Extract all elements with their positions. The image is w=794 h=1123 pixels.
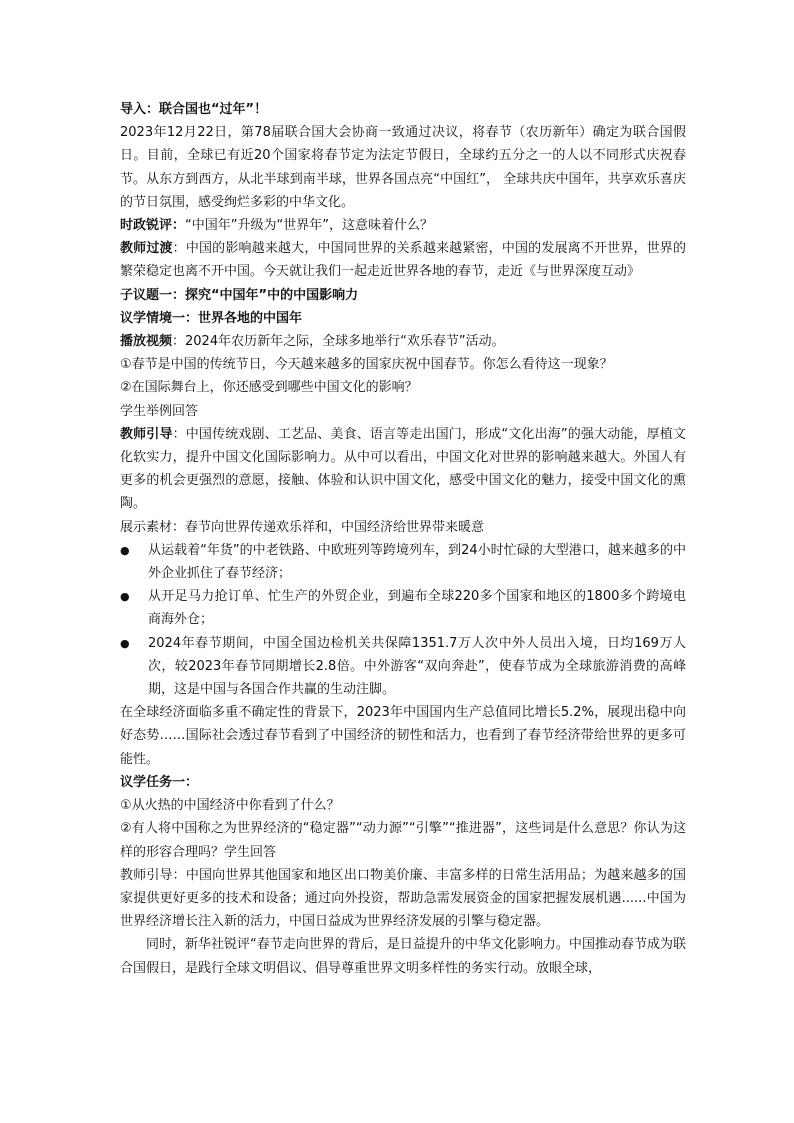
bullet-item (120, 539, 686, 585)
task-question-2: ②有人将中国称之为世界经济的“稳定器”“动力源”“引擎”“推进器”，这些词是什么意思？你认为这样的形容合理吗？学生回答 (120, 821, 686, 860)
student-answer: 学生举例回答 (120, 403, 199, 419)
question-2: ②在国际舞台上，你还感受到哪些中国文化的影响？ (120, 380, 418, 396)
teacher-guide (120, 423, 686, 516)
intro-title: 导入：联合国也“过年”！ (120, 102, 268, 117)
question-1: ①春节是中国的传统节日，今天越来越多的国家庆祝中国春节。你怎么看待这一现象？ (120, 357, 613, 373)
video-label: 播放视频 (120, 334, 173, 350)
economy-paragraph: 在全球经济面临多重不确定性的背景下，2023年中国国内生产总值同比增长5.2%，展现出稳中向好态势……国际社会透过春节看到了中国经济的韧性和活力，也看到了春节经济带给世界的更多可能性。 (120, 705, 686, 767)
bullet-icon: ● (120, 543, 130, 557)
shizheng-label: 时政锐评： (120, 218, 186, 234)
teacher-guide-text: ：中国传统戏剧、工艺品、美食、语言等走出国门，形成“文化出海”的强大动能，厚植文化软实力，提升中国文化国际影响力。从中可以看出，中国文化对世界的影响越来越大。外国人有更多的机会更强烈的意愿，接触、体验和认识中国文化，感受中国文化的魅力，接受中国文化的熏陶。 (120, 426, 686, 512)
bullet-icon: ● (120, 590, 130, 604)
task-question-1: ①从火热的中国经济中你看到了什么？ (120, 798, 340, 814)
task-heading: 议学任务一： (120, 774, 199, 790)
material-line: 展示素材：春节向世界传递欢乐祥和，中国经济给世界带来暖意 (120, 519, 485, 535)
bullet-icon: ● (120, 636, 130, 650)
teacher-transition (120, 237, 686, 283)
bullet-text: 从运载着“年货”的中老铁路、中欧班列等跨境列车，到24小时忙碌的大型港口，越来越多的中外企业抓住了春节经济； (148, 542, 686, 582)
document-body (120, 98, 686, 980)
intro-paragraph: 2023年12月22日，第78届联合国大会协商一致通过决议，将春节（农历新年）确定为联合国假日。目前，全球已有近20个国家将春节定为法定节假日，全球约五分之一的人以不同形式庆祝春节。从东方到西方，从北半球到南半球，世界各国点亮“中国红”， 全球共庆中国年，共享欢乐喜庆的节日氛围，感受绚烂多彩的中华文化。 (120, 125, 686, 210)
subtopic-heading: 子议题一：探究“中国年”中的中国影响力 (120, 287, 359, 303)
bullet-item (120, 632, 686, 702)
video-line (120, 330, 686, 353)
bullet-text: 从开足马力抢订单、忙生产的外贸企业，到遍布全球220多个国家和地区的1800多个跨境电商海外仓； (148, 589, 686, 628)
video-text: ：2024年农历新年之际，全球多地举行“欢乐春节”活动。 (172, 334, 505, 350)
teacher-transition-label: 教师过渡 (120, 241, 173, 257)
teacher-guide-2: 教师引导：中国向世界其他国家和地区出口物美价廉、丰富多样的日常生活用品；为越来越多的国家提供更好更多的技术和设备；通过向外投资，帮助急需发展资金的国家把握发展机遇......中国为世界经济增长注入新的活力，中国日益成为世界经济发展的引擎与稳定器。 (120, 867, 686, 930)
shizheng-line (120, 214, 686, 237)
teacher-transition-text: ：中国的影响越来越大，中国同世界的关系越来越紧密，中国的发展离不开世界，世界的繁荣稳定也离不开中国。今天就让我们一起走近世界各地的春节，走近《与世界深度互动》 (120, 241, 686, 280)
scenario-heading: 议学情境一：世界各地的中国年 (120, 310, 303, 326)
bullet-text: 2024年春节期间，中国全国边检机关共保障1351.7万人次中外人员出入境，日均169万人次，较2023年春节同期增长2.8倍。中外游客“双向奔赴”，使春节成为全球旅游消费的高峰期，这是中国与各国合作共赢的生动注脚。 (148, 635, 686, 698)
teacher-guide-label: 教师引导 (120, 426, 173, 442)
shizheng-text: “中国年”升级为“世界年”，这意味着什么？ (185, 218, 433, 234)
bullet-item (120, 585, 686, 631)
final-paragraph: 同时，新华社锐评“春节走向世界的背后，是日益提升的中华文化影响力。中国推动春节成为联合国假日，是践行全球文明倡议、倡导尊重世界文明多样性的务实行动。放眼全球， (120, 937, 686, 976)
